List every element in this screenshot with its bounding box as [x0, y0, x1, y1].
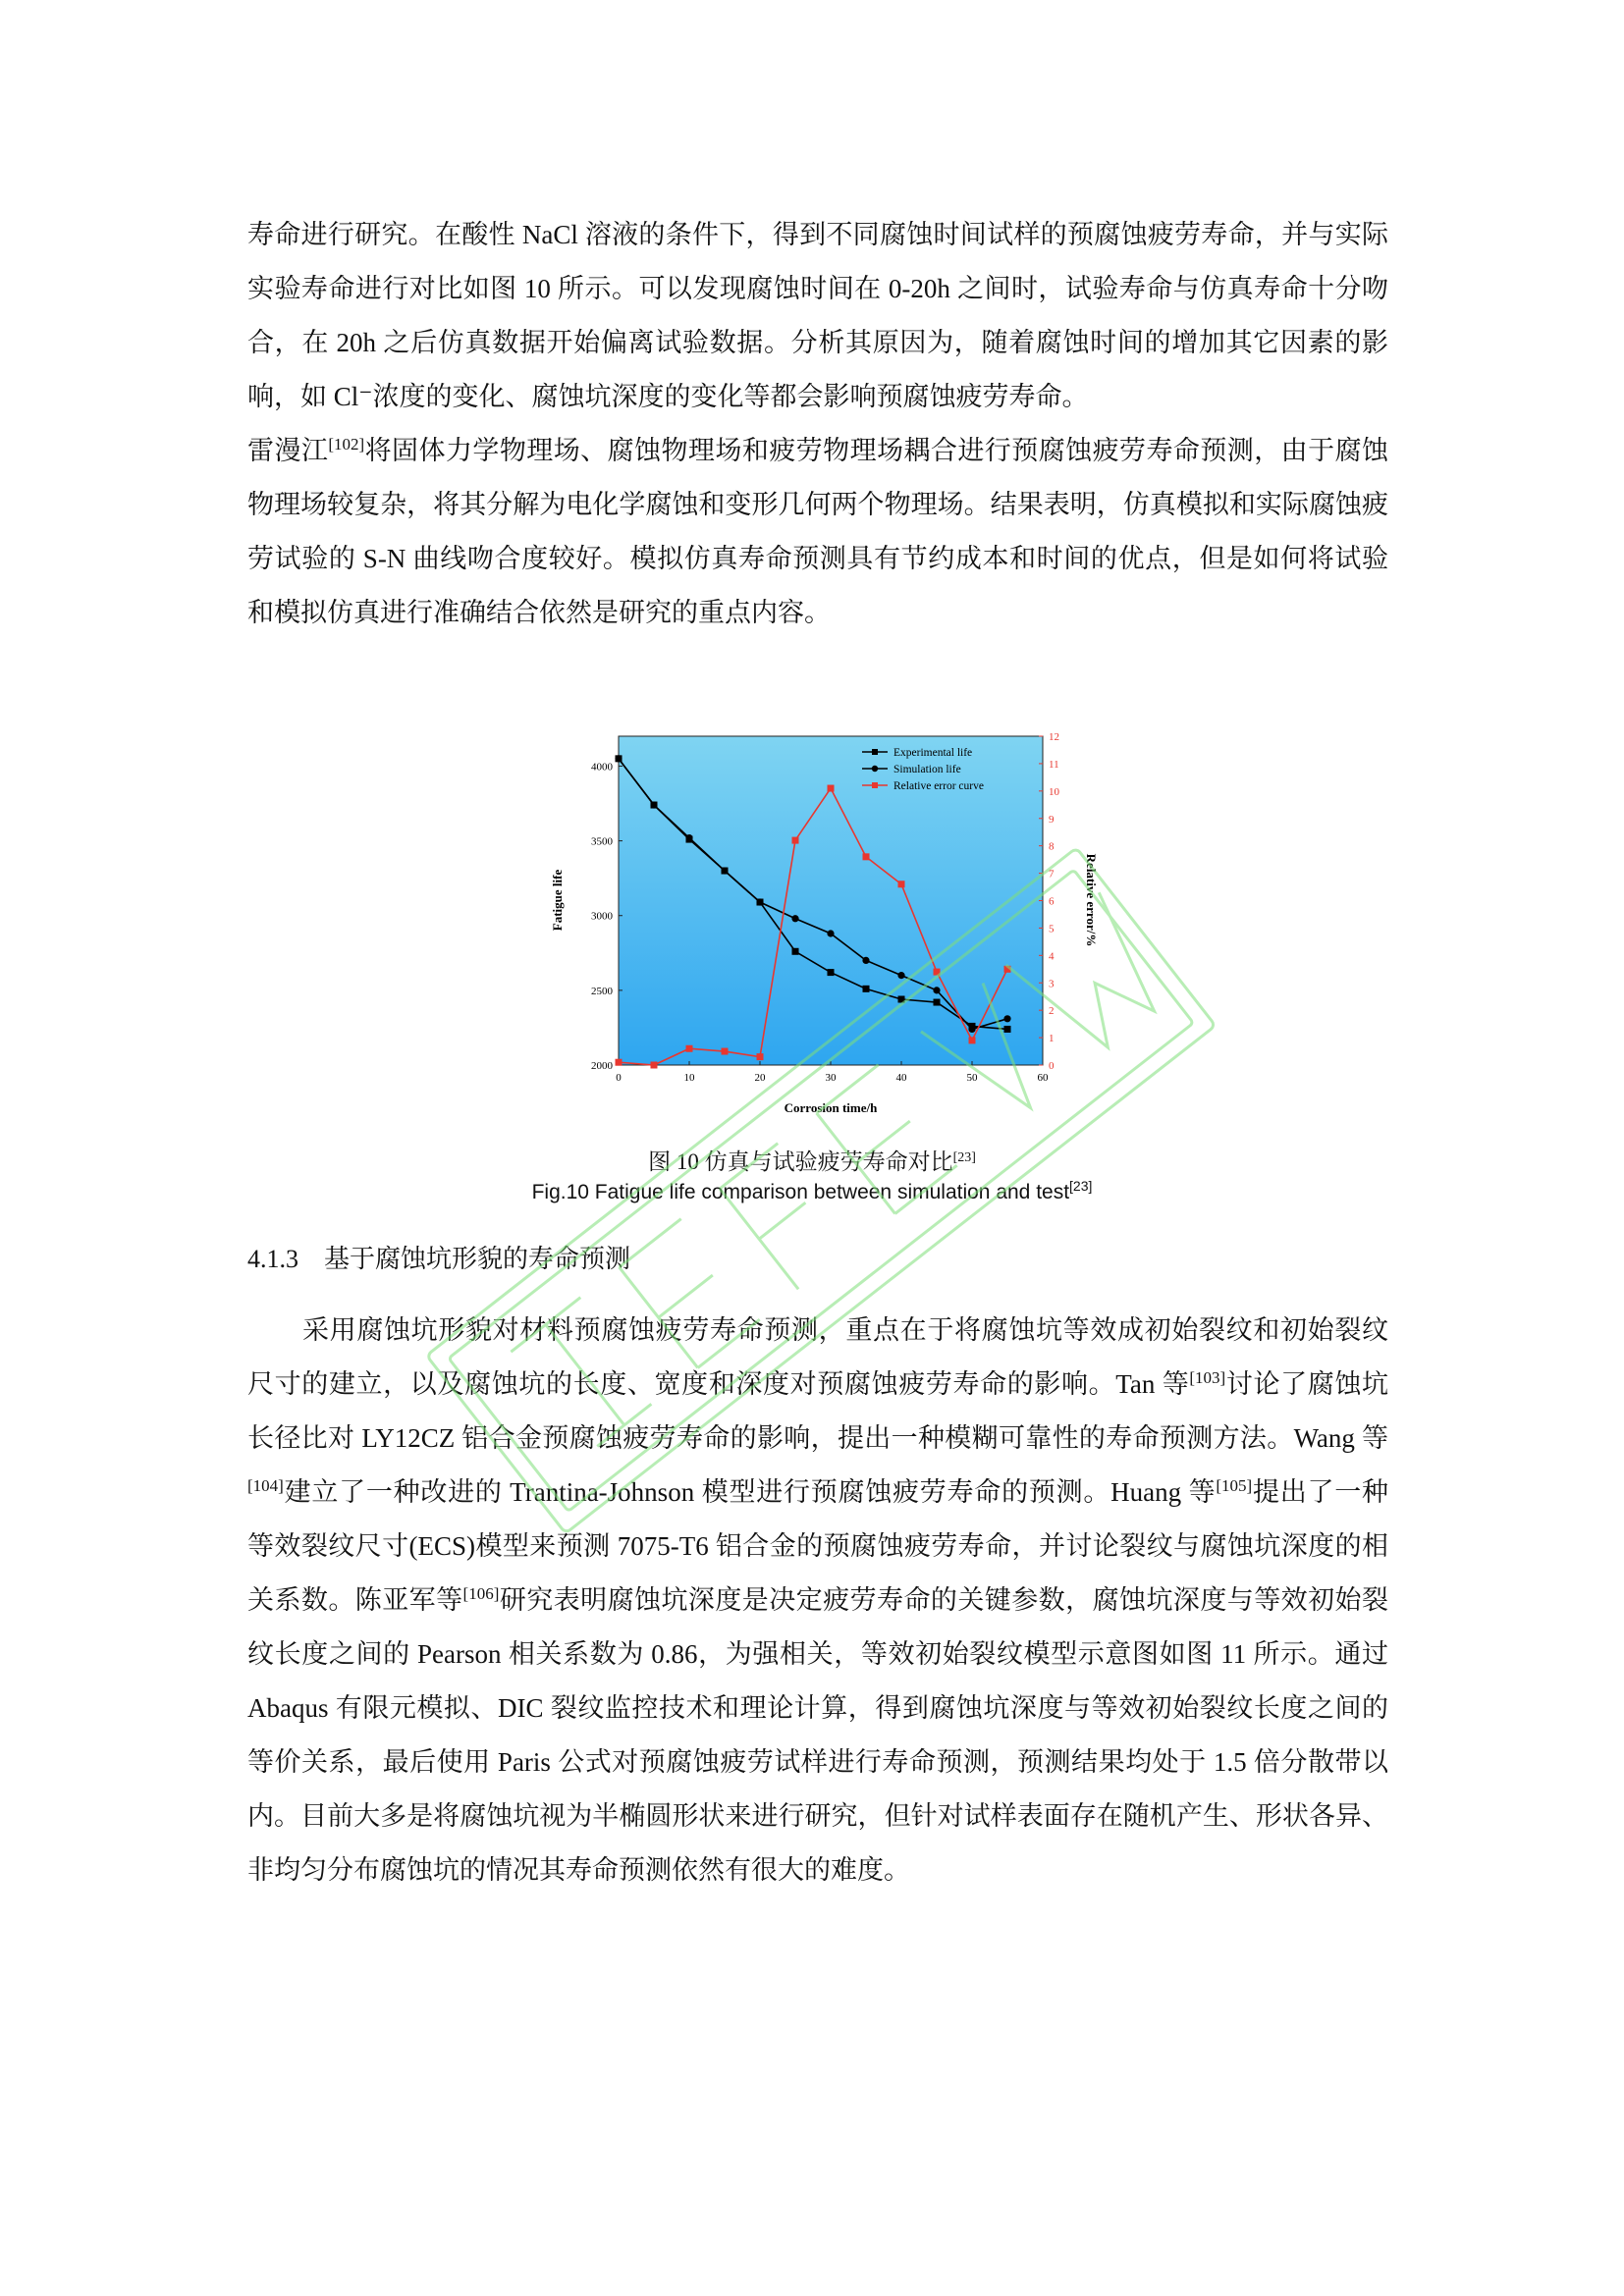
- data-point: [791, 915, 798, 922]
- y2-tick-label: 1: [1049, 1033, 1055, 1045]
- y2-tick-label: 8: [1049, 840, 1055, 853]
- data-point: [863, 853, 870, 860]
- paragraph-2-text-a: 采用腐蚀坑形貌对材料预腐蚀疲劳寿命预测，重点在于将腐蚀坑等效成初始裂纹和初始裂纹尺寸的建立，以及腐蚀坑的长度、宽度和深度对预腐蚀疲劳寿命的影响。Tan 等: [247, 1315, 1388, 1399]
- y2-tick-label: 2: [1049, 1005, 1055, 1018]
- x-tick-label: 20: [754, 1072, 766, 1084]
- figure-caption-en-text: Fig.10 Fatigue life comparison between simulation and test: [531, 1181, 1070, 1203]
- paragraph-2-text-d: 提出了一种等效裂纹尺寸(ECS)模型来预测 7075-T6 铝合金的预腐蚀疲劳寿命，并讨论裂纹与腐蚀坑深度的相关系数。陈亚军等: [247, 1477, 1389, 1615]
- paragraph-2: [247, 1304, 1388, 1897]
- data-point: [898, 996, 905, 1003]
- data-point: [1004, 1026, 1011, 1033]
- data-point: [934, 999, 941, 1006]
- paragraph-1b-text-rest: 将固体力学物理场、腐蚀物理场和疲劳物理场耦合进行预腐蚀疲劳寿命预测，由于腐蚀物理场较复杂，将其分解为电化学腐蚀和变形几何两个物理场。结果表明，仿真模拟和实际腐蚀疲劳试验的 S-N 曲线吻合度较好。模拟仿真寿命预测具有节约成本和时间的优点，但是如何将试验和模拟仿真进行准确结合依然是研究的重点内容。: [247, 436, 1389, 627]
- legend-label: Simulation life: [893, 764, 961, 775]
- section-heading: [247, 1239, 656, 1275]
- data-point: [615, 755, 622, 762]
- y2-tick-label: 4: [1049, 950, 1055, 963]
- citation-102: [102]: [328, 435, 365, 454]
- data-point: [828, 969, 835, 976]
- citation-105: [105]: [1216, 1476, 1253, 1495]
- y2-tick-label: 7: [1049, 868, 1055, 881]
- figure-caption-en-ref: [23]: [1069, 1178, 1093, 1194]
- data-point: [721, 867, 728, 874]
- paragraph-1-text: 寿命进行研究。在酸性 NaCl 溶液的条件下，得到不同腐蚀时间试样的预腐蚀疲劳寿命，并与实际实验寿命进行对比如图 10 所示。可以发现腐蚀时间在 0-20h 之间时，试验寿命与仿真寿命十分吻合，在 20h 之后仿真数据开始偏离试验数据。分析其原因为，随着腐蚀时间的增加其它因素的影响，如 Cl⁻浓度的变化、腐蚀坑深度的变化等都会影响预腐蚀疲劳寿命。: [247, 220, 1388, 411]
- figure-caption-cn: [0, 1144, 1624, 1176]
- y2-tick-label: 11: [1049, 758, 1059, 771]
- data-point: [862, 957, 869, 964]
- data-point: [933, 987, 940, 993]
- data-point: [686, 1045, 693, 1052]
- y-tick-label: 3500: [591, 835, 613, 848]
- section-title: 基于腐蚀坑形貌的寿命预测: [324, 1245, 631, 1273]
- legend-marker: [872, 766, 878, 772]
- figure-caption-en: [0, 1178, 1624, 1204]
- x-tick-label: 0: [616, 1072, 622, 1084]
- data-point: [898, 881, 905, 887]
- data-point: [827, 930, 834, 936]
- citation-103: [103]: [1189, 1368, 1226, 1387]
- y2-tick-label: 5: [1049, 923, 1055, 935]
- y-tick-label: 4000: [591, 761, 613, 774]
- paragraph-2-text-b: 讨论了腐蚀坑长径比对 LY12CZ 铝合金预腐蚀疲劳寿命的影响，提出一种模糊可靠性的寿命预测方法。Wang 等: [247, 1369, 1389, 1453]
- paragraph-2-text-c: 建立了一种改进的 Trantina-Johnson 模型进行预腐蚀疲劳寿命的预测。Huang 等: [283, 1477, 1217, 1507]
- citation-104: [104]: [247, 1476, 284, 1495]
- y2-tick-label: 3: [1049, 978, 1055, 990]
- data-point: [969, 1037, 976, 1043]
- data-point: [757, 1053, 764, 1060]
- citation-106: [106]: [462, 1584, 500, 1603]
- x-tick-label: 40: [895, 1072, 907, 1084]
- data-point: [828, 785, 835, 792]
- figure-caption-cn-ref: [23]: [952, 1150, 976, 1165]
- data-point: [650, 801, 657, 808]
- x-tick-label: 60: [1037, 1072, 1049, 1084]
- data-point: [934, 969, 941, 976]
- data-point: [1003, 1015, 1010, 1022]
- data-point: [685, 834, 692, 841]
- x-tick-label: 50: [966, 1072, 978, 1084]
- x-tick-label: 10: [683, 1072, 695, 1084]
- paragraph-2-text-e: 研究表明腐蚀坑深度是决定疲劳寿命的关键参数，腐蚀坑深度与等效初始裂纹长度之间的 Pearson 相关系数为 0.86，为强相关，等效初始裂纹模型示意图如图 11 所示。通过 Abaqus 有限元模拟、DIC 裂纹监控技术和理论计算，得到腐蚀坑深度与等效初始裂纹长度之间的等价关系，最后使用 Paris 公式对预腐蚀疲劳试样进行寿命预测，预测结果均处于 1.5 倍分散带以内。目前大多是将腐蚀坑视为半椭圆形状来进行研究，但针对试样表面存在随机产生、形状各异、非均匀分布腐蚀坑的情况其寿命预测依然有很大的难度。: [247, 1585, 1388, 1885]
- data-point: [616, 1059, 623, 1066]
- fatigue-life-chart: [530, 721, 1099, 1134]
- legend-label: Relative error curve: [893, 780, 984, 792]
- y-axis-label: Fatigue life: [550, 869, 565, 932]
- y2-tick-label: 6: [1049, 895, 1055, 908]
- data-point: [1004, 966, 1011, 973]
- y2-tick-label: 0: [1049, 1060, 1055, 1072]
- data-point: [651, 1062, 658, 1069]
- data-point: [792, 948, 799, 955]
- y2-tick-label: 10: [1049, 785, 1059, 798]
- y-tick-label: 2000: [591, 1060, 613, 1072]
- x-tick-label: 30: [825, 1072, 837, 1084]
- data-point: [968, 1026, 975, 1033]
- data-point: [722, 1048, 729, 1055]
- paragraph-1: [247, 208, 1388, 640]
- y-tick-label: 3000: [591, 910, 613, 923]
- y-tick-label: 2500: [591, 985, 613, 997]
- figure-caption-cn-text: 图 10 仿真与试验疲劳寿命对比: [648, 1149, 953, 1174]
- x-axis-label: Corrosion time/h: [784, 1100, 878, 1115]
- legend-label: Experimental life: [893, 747, 973, 759]
- y2-axis-label: Relative error/%: [1084, 853, 1099, 947]
- paragraph-1b-text: 雷漫江: [247, 436, 329, 465]
- legend-marker: [872, 749, 878, 755]
- data-point: [863, 986, 870, 992]
- section-number: 4.1.3: [247, 1245, 298, 1273]
- data-point: [897, 972, 904, 979]
- legend-marker: [872, 782, 878, 788]
- data-point: [756, 898, 763, 905]
- y2-tick-label: 9: [1049, 813, 1055, 826]
- y2-tick-label: 12: [1049, 731, 1059, 743]
- data-point: [792, 837, 799, 844]
